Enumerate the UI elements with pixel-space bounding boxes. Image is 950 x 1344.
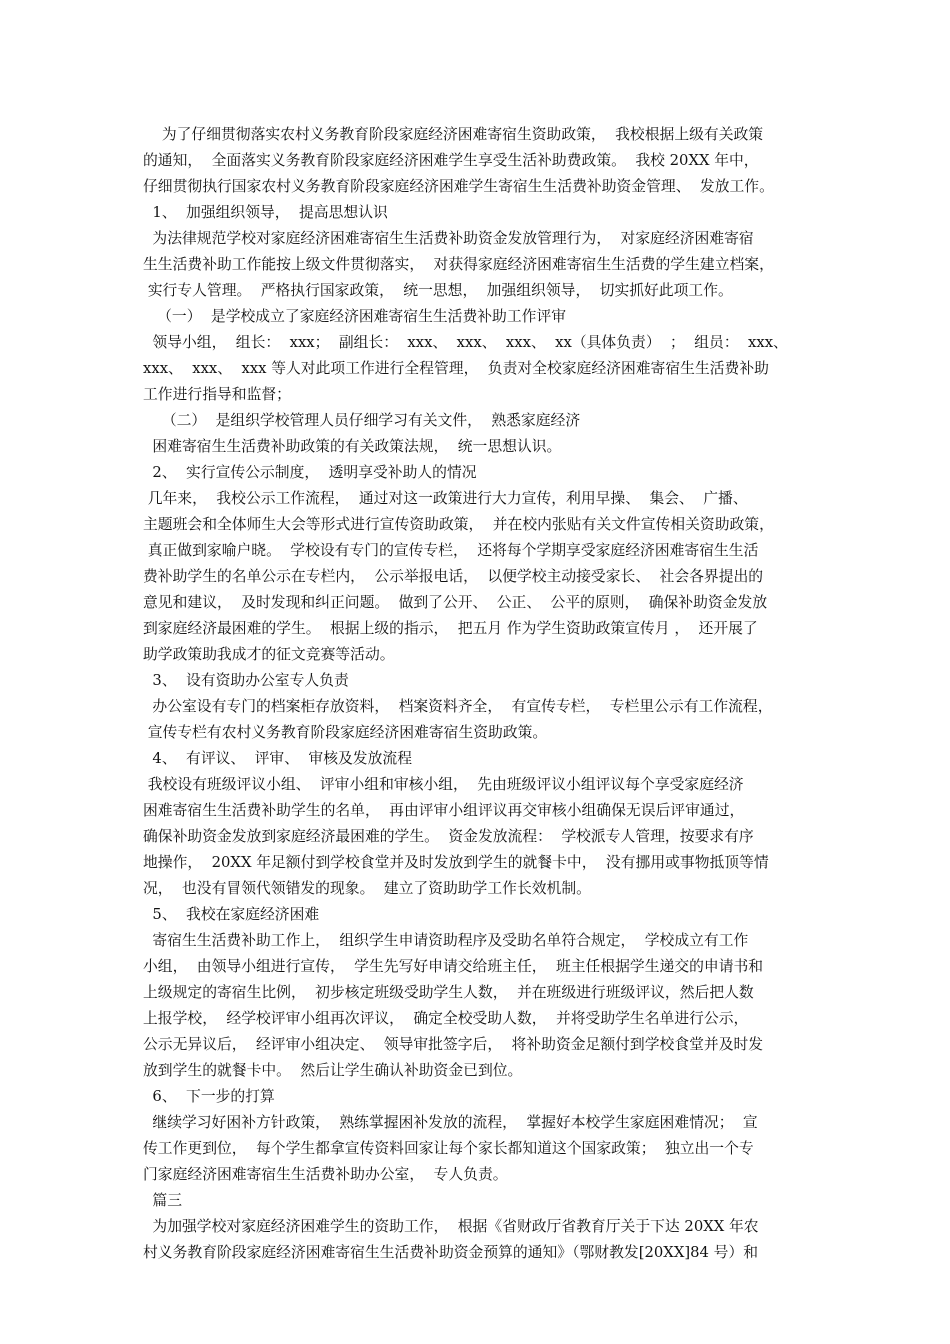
text-line: 为加强学校对家庭经济困难学生的资助工作， 根据《省财政厅省教育厅关于下达 20XX 年农	[143, 1218, 759, 1235]
text-line: 到家庭经济最困难的学生。 根据上级的指示， 把五月 作为学生资助政策宣传月 ， 还开展了	[143, 620, 758, 637]
text-line: 确保补助资金发放到家庭经济最困难的学生。 资金发放流程： 学校派专人管理，按要求有序	[143, 828, 754, 845]
text-line: （二） 是组织学校管理人员仔细学习有关文件， 熟悉家庭经济	[143, 412, 581, 429]
text-line: 真正做到家喻户晓。 学校设有专门的宣传专栏， 还将每个学期享受家庭经济困难寄宿生生活	[143, 542, 759, 559]
text-line: 6、 下一步的打算	[143, 1088, 275, 1105]
text-line: 为法律规范学校对家庭经济困难寄宿生生活费补助资金发放管理行为， 对家庭经济困难寄宿	[143, 230, 754, 247]
text-line: 助学政策助我成才的征文竞赛等活动。	[143, 646, 395, 663]
text-line: 仔细贯彻执行国家农村义务教育阶段家庭经济困难学生寄宿生生活费补助资金管理、 发放工作。	[143, 178, 774, 195]
text-line: 工作进行指导和监督；	[143, 386, 291, 403]
text-line: 上报学校， 经学校评审小组再次评议， 确定全校受助人数， 并将受助学生名单进行公示，	[143, 1010, 749, 1027]
text-line: 传工作更到位， 每个学生都拿宣传资料回家让每个家长都知道这个国家政策； 独立出一个专	[143, 1140, 754, 1157]
text-line: 的通知， 全面落实义务教育阶段家庭经济困难学生享受生活补助费政策。 我校 20XX 年中，	[143, 152, 759, 169]
text-line: （一） 是学校成立了家庭经济困难寄宿生生活费补助工作评审	[143, 308, 567, 325]
text-line: 实行专人管理。 严格执行国家政策， 统一思想， 加强组织领导， 切实抓好此项工作。	[143, 282, 733, 299]
text-line: 意见和建议， 及时发现和纠正问题。 做到了公开、 公正、 公平的原则， 确保补助资金发放	[143, 594, 768, 611]
text-line: 生生活费补助工作能按上级文件贯彻落实， 对获得家庭经济困难寄宿生生活费的学生建立档案，	[143, 256, 774, 273]
text-line: 2、 实行宣传公示制度， 透明享受补助人的情况	[143, 464, 477, 481]
text-line: 篇三	[143, 1192, 183, 1209]
text-line: 我校设有班级评议小组、 评审小组和审核小组， 先由班级评议小组评议每个享受家庭经济	[143, 776, 744, 793]
text-line: 小组， 由领导小组进行宣传， 学生先写好申请交给班主任， 班主任根据学生递交的申请书和	[143, 958, 764, 975]
text-line: 况， 也没有冒领代领错发的现象。 建立了资助助学工作长效机制。	[143, 880, 591, 897]
text-line: 为了仔细贯彻落实农村义务教育阶段家庭经济困难寄宿生资助政策， 我校根据上级有关政策	[143, 126, 764, 143]
text-line: 领导小组， 组长： xxx； 副组长： xxx、 xxx、 xxx、 xx（具体负责） ； 组员： xxx、	[143, 334, 788, 351]
text-line: 门家庭经济困难寄宿生生活费补助办公室， 专人负责。	[143, 1166, 508, 1183]
text-line: 1、 加强组织领导， 提高思想认识	[143, 204, 388, 221]
text-line: 主题班会和全体师生大会等形式进行宣传资助政策， 并在校内张贴有关文件宣传相关资助政策，	[143, 516, 774, 533]
text-line: 寄宿生生活费补助工作上， 组织学生申请资助程序及受助名单符合规定， 学校成立有工作	[143, 932, 749, 949]
text-line: 继续学习好困补方针政策， 熟练掌握困补发放的流程， 掌握好本校学生家庭困难情况； 宣	[143, 1114, 758, 1131]
text-line: 4、 有评议、 评审、 审核及发放流程	[143, 750, 412, 767]
text-line: 费补助学生的名单公示在专栏内， 公示举报电话， 以便学校主动接受家长、 社会各界提出的	[143, 568, 764, 585]
text-line: 公示无异议后， 经评审小组决定、 领导审批签字后， 将补助资金足额付到学校食堂并及时发	[143, 1036, 764, 1053]
text-line: 放到学生的就餐卡中。 然后让学生确认补助资金已到位。	[143, 1062, 523, 1079]
text-line: 宣传专栏有农村义务教育阶段家庭经济困难寄宿生资助政策。	[143, 724, 548, 741]
text-line: 困难寄宿生生活费补助政策的有关政策法规， 统一思想认识。	[143, 438, 562, 455]
text-line: 5、 我校在家庭经济困难	[143, 906, 320, 923]
text-line: 上级规定的寄宿生比例， 初步核定班级受助学生人数， 并在班级进行班级评议，然后把人数	[143, 984, 754, 1001]
text-line: 地操作， 20XX 年足额付到学校食堂并及时发放到学生的就餐卡中， 没有挪用或事物抵顶等情	[143, 854, 769, 871]
text-line: 办公室设有专门的档案柜存放资料， 档案资料齐全， 有宣传专栏， 专栏里公示有工作流程，	[143, 698, 773, 715]
text-line: 困难寄宿生生活费补助学生的名单， 再由评审小组评议再交审核小组确保无误后评审通过，	[143, 802, 745, 819]
text-line: 村义务教育阶段家庭经济困难寄宿生生活费补助资金预算的通知》（鄂财教发[20XX]84 号）和	[143, 1244, 759, 1261]
text-line: 几年来， 我校公示工作流程， 通过对这一政策进行大力宣传，利用早操、 集会、 广播、	[143, 490, 748, 507]
text-line: xxx、 xxx、 xxx 等人对此项工作进行全程管理， 负责对全校家庭经济困难寄宿生生活费补助	[143, 360, 769, 377]
text-line: 3、 设有资助办公室专人负责	[143, 672, 349, 689]
